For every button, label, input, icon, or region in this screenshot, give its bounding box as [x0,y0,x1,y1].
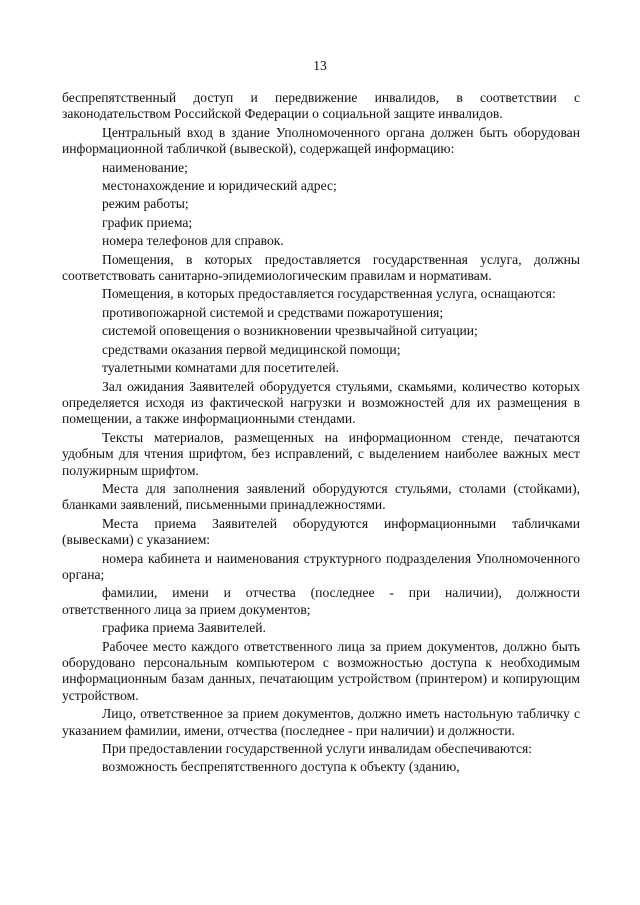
list-item: туалетными комнатами для посетителей. [102,360,340,376]
list-item: номера кабинета и наименования структурного подразделения Уполномоченного органа; [62,550,580,582]
paragraph: Помещения, в которых предоставляется государственная услуга, оснащаются: [102,286,556,302]
list-item: наименование; [102,159,188,175]
paragraph: беспрепятственный доступ и передвижение инвалидов, в соответствии с законодательством Российской Федерации о социальной защите инвалидов. [62,90,580,122]
list-item: номера телефонов для справок. [102,233,284,249]
paragraph: Места для заполнения заявлений оборудуются стульями, столами (стойками), бланками заявлений, письменными принадлежностями. [62,480,580,513]
list-item: системой оповещения о возникновении чрезвычайной ситуации; [102,323,478,339]
paragraph: Помещения, в которых предоставляется государственная услуга, должны соответствовать санитарно-эпидемиологическим правилам и нормативам. [62,251,580,284]
list-item: местонахождение и юридический адрес; [102,178,337,194]
list-item: режим работы; [102,196,189,212]
list-item: график приема; [102,214,193,230]
paragraph: Лицо, ответственное за прием документов, должно иметь настольную табличку с указанием фамилии, имени, отчества (последнее - при наличии) и должности. [62,706,580,738]
document-body [62,90,580,778]
paragraph: Зал ожидания Заявителей оборудуется стульями, скамьями, количество которых определяется исходя из фактической нагрузки и возможностей для их размещения в помещении, а также информационными стендами. [62,378,580,427]
list-item: возможность беспрепятственного доступа к объекту (зданию, [102,759,460,775]
page-number: 13 [313,58,327,73]
paragraph: Тексты материалов, размещенных на информационном стенде, печатаются удобным для чтения шрифтом, без исправлений, с выделением наиболее важных мест полужирным шрифтом. [62,429,580,478]
paragraph: Центральный вход в здание Уполномоченного органа должен быть оборудован информационной табличкой (вывеской), содержащей информацию: [62,124,580,157]
list-item: фамилии, имени и отчества (последнее - при наличии), должности ответственного лица за прием документов; [62,585,580,617]
list-item: противопожарной системой и средствами пожаротушения; [102,304,444,320]
list-item: средствами оказания первой медицинской помощи; [102,341,401,357]
paragraph: При предоставлении государственной услуги инвалидам обеспечиваются: [102,741,533,757]
paragraph: Места приема Заявителей оборудуются информационными табличками (вывесками) с указанием: [62,515,580,548]
paragraph: Рабочее место каждого ответственного лица за прием документов, должно быть оборудовано персональным компьютером с возможностью доступа к необходимым информационным базам данных, печатающим устройством (принтером) и копирующим устройством. [62,638,580,703]
list-item: графика приема Заявителей. [102,620,266,636]
